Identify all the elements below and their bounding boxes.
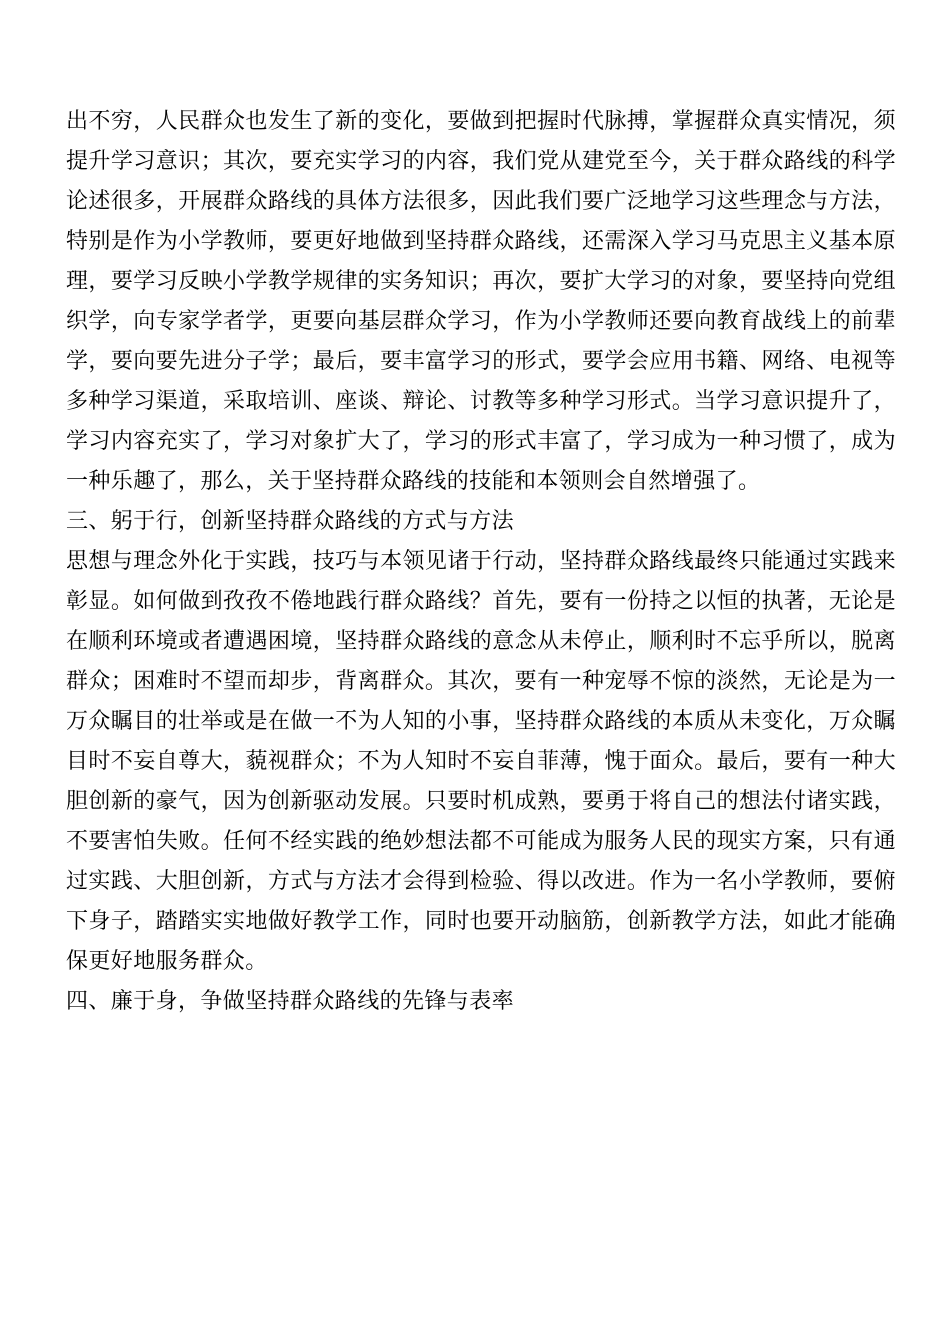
body-line-8: 多种学习渠道，采取培训、座谈、辩论、讨教等多种学习形式。当学习意识提升了，	[66, 389, 896, 414]
body-line-2: 提升学习意识；其次，要充实学习的内容，我们党从建党至今，关于群众路线的科学	[66, 149, 896, 174]
body-line-15: 群众；困难时不望而却步，背离群众。其次，要有一种宠辱不惊的淡然，无论是为一	[66, 669, 896, 694]
body-line-9: 学习内容充实了，学习对象扩大了，学习的形式丰富了，学习成为一种习惯了，成为	[66, 429, 896, 454]
document-body	[66, 102, 896, 1022]
body-line-12: 思想与理念外化于实践，技巧与本领见诸于行动，坚持群众路线最终只能通过实践来	[66, 549, 896, 574]
body-line-5: 理，要学习反映小学教学规律的实务知识；再次，要扩大学习的对象，要坚持向党组	[66, 269, 896, 294]
section-heading-4: 四、廉于身，争做坚持群众路线的先锋与表率	[66, 989, 515, 1014]
body-line-16: 万众瞩目的壮举或是在做一不为人知的小事，坚持群众路线的本质从未变化，万众瞩	[66, 709, 896, 734]
section-heading-3: 三、躬于行，创新坚持群众路线的方式与方法	[66, 509, 515, 534]
body-line-19: 不要害怕失败。任何不经实践的绝妙想法都不可能成为服务人民的现实方案，只有通	[66, 829, 896, 854]
body-line-4: 特别是作为小学教师，要更好地做到坚持群众路线，还需深入学习马克思主义基本原	[66, 229, 896, 254]
body-line-13: 彰显。如何做到孜孜不倦地践行群众路线？首先，要有一份持之以恒的执著，无论是	[66, 589, 896, 614]
body-line-21: 下身子，踏踏实实地做好教学工作，同时也要开动脑筋，创新教学方法，如此才能确	[66, 909, 896, 934]
body-line-20: 过实践、大胆创新，方式与方法才会得到检验、得以改进。作为一名小学教师，要俯	[66, 869, 896, 894]
body-line-10: 一种乐趣了，那么，关于坚持群众路线的技能和本领则会自然增强了。	[66, 469, 761, 494]
body-line-3: 论述很多，开展群众路线的具体方法很多，因此我们要广泛地学习这些理念与方法，	[66, 189, 896, 214]
body-line-14: 在顺利环境或者遭遇困境，坚持群众路线的意念从未停止，顺利时不忘乎所以，脱离	[66, 629, 896, 654]
body-line-7: 学，要向要先进分子学；最后，要丰富学习的形式，要学会应用书籍、网络、电视等	[66, 349, 896, 374]
body-line-1: 出不穷，人民群众也发生了新的变化，要做到把握时代脉搏，掌握群众真实情况，须	[66, 109, 896, 134]
body-line-6: 织学，向专家学者学，更要向基层群众学习，作为小学教师还要向教育战线上的前辈	[66, 309, 896, 334]
body-line-18: 胆创新的豪气，因为创新驱动发展。只要时机成熟，要勇于将自己的想法付诸实践，	[66, 789, 896, 814]
body-line-22: 保更好地服务群众。	[66, 949, 268, 974]
body-line-17: 目时不妄自尊大，藐视群众；不为人知时不妄自菲薄，愧于面众。最后，要有一种大	[66, 749, 896, 774]
